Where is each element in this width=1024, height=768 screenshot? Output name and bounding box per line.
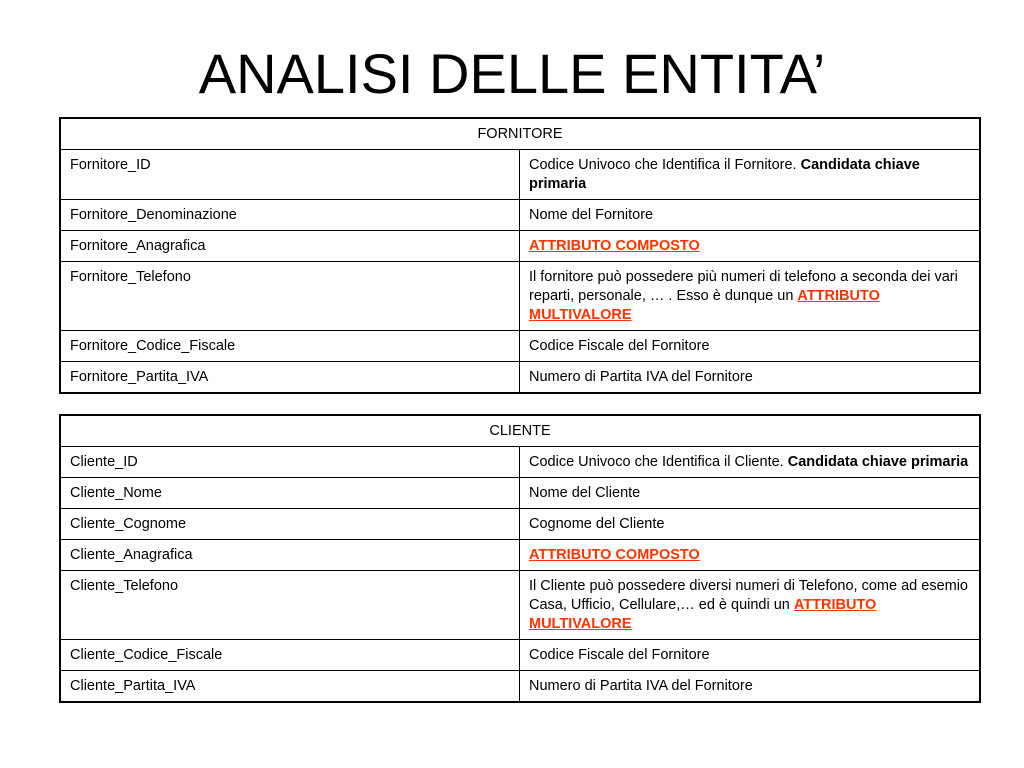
description-text: Nome del Cliente xyxy=(529,485,641,501)
description-text: Codice Univoco che Identifica il Cliente. xyxy=(529,454,788,470)
table-header: CLIENTE xyxy=(60,415,980,447)
attribute-type-label: ATTRIBUTO COMPOSTO xyxy=(529,547,700,563)
attribute-name-cell: Cliente_Partita_IVA xyxy=(60,671,520,703)
attribute-name-cell: Cliente_Codice_Fiscale xyxy=(60,640,520,671)
attribute-type-label: ATTRIBUTO MULTIVALORE xyxy=(529,288,880,323)
table-header-row xyxy=(60,118,980,150)
fornitore-table xyxy=(59,117,981,394)
attribute-description-cell xyxy=(520,231,981,262)
attribute-description-cell xyxy=(520,362,981,394)
attribute-name-cell: Fornitore_Anagrafica xyxy=(60,231,520,262)
attribute-name-cell: Cliente_Telefono xyxy=(60,571,520,640)
primary-key-note: Candidata chiave primaria xyxy=(787,454,969,470)
attribute-name-cell: Fornitore_Codice_Fiscale xyxy=(60,331,520,362)
table-row xyxy=(60,671,980,703)
attribute-type-label: ATTRIBUTO COMPOSTO xyxy=(529,238,700,254)
attribute-name-cell: Cliente_ID xyxy=(60,447,520,478)
description-text: Il fornitore può possedere più numeri di telefono a seconda dei vari reparti, personale, … . Esso è dunque un xyxy=(529,269,958,304)
table-row xyxy=(60,200,980,231)
attribute-description-cell xyxy=(520,478,981,509)
table-row xyxy=(60,640,980,671)
table-body xyxy=(60,150,980,394)
attribute-description-cell xyxy=(520,447,981,478)
table-row xyxy=(60,262,980,331)
table-row xyxy=(60,331,980,362)
attribute-name-cell: Fornitore_Telefono xyxy=(60,262,520,331)
table-row xyxy=(60,231,980,262)
table-row xyxy=(60,478,980,509)
attribute-name-cell: Cliente_Anagrafica xyxy=(60,540,520,571)
table-body xyxy=(60,447,980,703)
description-text: Il Cliente può possedere diversi numeri di Telefono, come ad esemio Casa, Ufficio, Cellulare,… ed è quindi un xyxy=(529,578,969,613)
attribute-description-cell xyxy=(520,150,981,200)
attribute-name-cell: Cliente_Nome xyxy=(60,478,520,509)
attribute-description-cell xyxy=(520,200,981,231)
attribute-description-cell xyxy=(520,640,981,671)
description-text: Nome del Fornitore xyxy=(529,207,654,223)
page-title: ANALISI DELLE ENTITA’ xyxy=(198,42,826,105)
attribute-name-cell: Cliente_Cognome xyxy=(60,509,520,540)
primary-key-note: Candidata chiave primaria xyxy=(529,157,920,192)
attribute-type-label: ATTRIBUTO MULTIVALORE xyxy=(529,597,877,632)
table-row xyxy=(60,540,980,571)
table-header-row xyxy=(60,415,980,447)
attribute-description-cell xyxy=(520,509,981,540)
description-text: Codice Univoco che Identifica il Fornitore. xyxy=(529,157,801,173)
table-row xyxy=(60,509,980,540)
attribute-name-cell: Fornitore_Partita_IVA xyxy=(60,362,520,394)
attribute-description-cell xyxy=(520,571,981,640)
attribute-description-cell xyxy=(520,331,981,362)
description-text: Numero di Partita IVA del Fornitore xyxy=(529,369,753,385)
attribute-description-cell xyxy=(520,671,981,703)
table-header: FORNITORE xyxy=(60,118,980,150)
cliente-table xyxy=(59,414,981,703)
description-text: Numero di Partita IVA del Fornitore xyxy=(529,678,753,694)
description-text: Codice Fiscale del Fornitore xyxy=(529,647,710,663)
table-row xyxy=(60,447,980,478)
attribute-description-cell xyxy=(520,262,981,331)
attribute-name-cell: Fornitore_Denominazione xyxy=(60,200,520,231)
description-text: Codice Fiscale del Fornitore xyxy=(529,338,710,354)
table-row xyxy=(60,362,980,394)
table-row xyxy=(60,150,980,200)
attribute-description-cell xyxy=(520,540,981,571)
description-text: Cognome del Cliente xyxy=(529,516,665,532)
table-row xyxy=(60,571,980,640)
attribute-name-cell: Fornitore_ID xyxy=(60,150,520,200)
